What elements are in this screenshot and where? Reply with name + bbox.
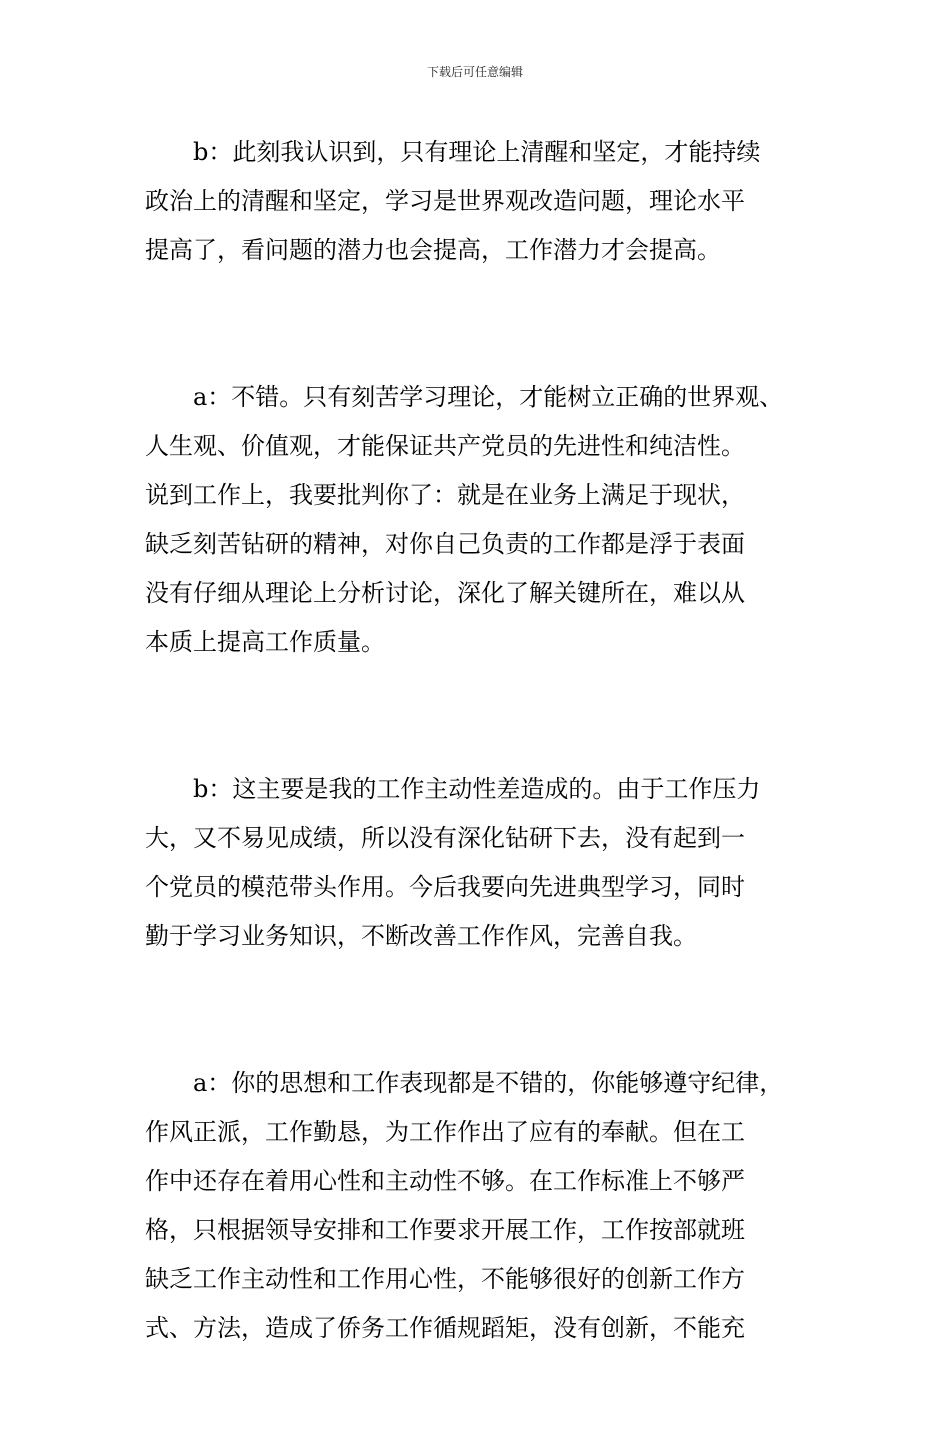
paragraph-line: 提高了，看问题的潜力也会提高，工作潜力才会提高。	[145, 236, 721, 264]
paragraph-line: 政治上的清醒和坚定，学习是世界观改造问题，理论水平	[145, 187, 745, 215]
paragraph-line: 式、方法，造成了侨务工作循规蹈矩，没有创新，不能充	[145, 1314, 745, 1342]
paragraph-line: 个党员的模范带头作用。今后我要向先进典型学习，同时	[145, 873, 745, 901]
paragraph-line: 缺乏工作主动性和工作用心性，不能够很好的创新工作方	[145, 1265, 745, 1293]
paragraph-line: 作中还存在着用心性和主动性不够。在工作标准上不够严	[145, 1167, 745, 1195]
paragraph-3	[145, 765, 810, 961]
paragraph-line: b：此刻我认识到，只有理论上清醒和坚定，才能持续	[193, 138, 761, 166]
paragraph-line: 作风正派，工作勤恳，为工作作出了应有的奉献。但在工	[145, 1118, 745, 1146]
paragraph-1	[145, 128, 810, 275]
page-header: 下载后可任意编辑	[426, 65, 523, 79]
paragraph-line: 大，又不易见成绩，所以没有深化钻研下去，没有起到一	[145, 824, 745, 852]
paragraph-line: 没有仔细从理论上分析讨论，深化了解关键所在，难以从	[145, 579, 745, 607]
document-body	[145, 128, 810, 1451]
paragraph-line: b：这主要是我的工作主动性差造成的。由于工作压力	[193, 775, 761, 803]
paragraph-line: 格，只根据领导安排和工作要求开展工作，工作按部就班	[145, 1216, 745, 1244]
paragraph-2	[145, 373, 810, 667]
paragraph-line: 人生观、价值观，才能保证共产党员的先进性和纯洁性。	[145, 432, 745, 460]
paragraph-line: a：不错。只有刻苦学习理论，才能树立正确的世界观、	[193, 383, 784, 411]
paragraph-4	[145, 1059, 810, 1353]
paragraph-line: 勤于学习业务知识，不断改善工作作风，完善自我。	[145, 922, 697, 950]
paragraph-line: a：你的思想和工作表现都是不错的，你能够遵守纪律，	[193, 1069, 784, 1097]
paragraph-line: 缺乏刻苦钻研的精神，对你自己负责的工作都是浮于表面	[145, 530, 745, 558]
paragraph-line: 说到工作上，我要批判你了：就是在业务上满足于现状，	[145, 481, 745, 509]
paragraph-line: 本质上提高工作质量。	[145, 628, 385, 656]
